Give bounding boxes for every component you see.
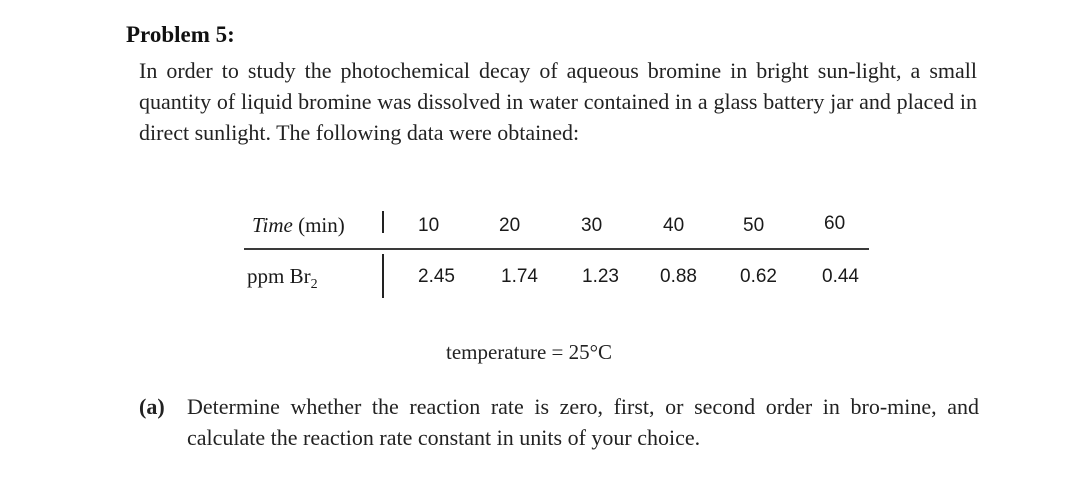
concentration-cell: 0.88 [660,266,697,287]
vertical-divider [382,254,384,298]
problem-title: Problem 5: [126,22,235,47]
part-a-label: (a) [139,394,165,419]
time-cell: 10 [418,215,440,236]
temperature-condition: temperature = 25°C [446,340,613,364]
table-rule [244,248,869,250]
concentration-label: ppm Br [247,264,311,288]
time-cell: 20 [499,215,521,236]
concentration-cell: 0.44 [822,266,859,287]
concentration-row-label [247,264,318,293]
concentration-cell: 1.74 [501,266,538,287]
concentration-label-subscript: 2 [310,277,318,293]
time-cell: 40 [663,215,685,236]
time-cell: 50 [743,215,765,236]
time-unit: (min) [292,213,345,237]
concentration-cell: 0.62 [740,266,777,287]
part-a-text: Determine whether the reaction rate is zero, first, or second order in bro-mine, and calculate the reaction rate constant in units of your choice. [187,394,979,450]
part-a [139,391,979,453]
concentration-cell: 2.45 [418,266,455,287]
problem-intro: In order to study the photochemical decay of aqueous bromine in bright sun-light, a small quantity of liquid bromine was dissolved in water contained in a glass battery jar and placed in direct sunlight. The following data were obtained: [139,58,977,145]
concentration-cell: 1.23 [582,266,619,287]
vertical-divider [382,211,384,233]
time-cell: 30 [581,215,603,236]
time-cell: 60 [824,213,846,234]
time-label: Time [252,213,293,237]
time-row-label [252,213,345,238]
